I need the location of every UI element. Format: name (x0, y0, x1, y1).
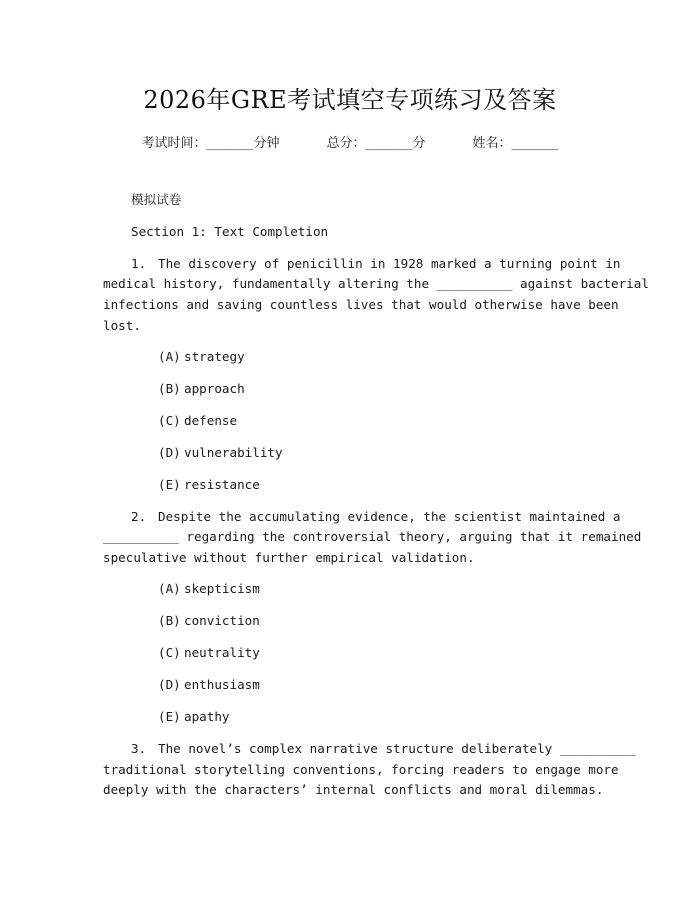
answer-option[interactable] (158, 579, 260, 599)
option-letter: (D) (158, 677, 181, 692)
question-text-line: lost. (103, 318, 141, 333)
name-label: 姓名： (472, 136, 512, 151)
option-text: approach (184, 381, 245, 396)
answer-option[interactable] (158, 643, 260, 663)
question-text-line: __________ regarding the controversial theory, arguing that it remained (103, 529, 642, 544)
question-number: 1. (131, 256, 147, 271)
option-text: resistance (184, 477, 260, 492)
question-text-line: speculative without further empirical validation. (103, 550, 475, 565)
question-number: 2. (131, 509, 147, 524)
score-blank: ______ (365, 136, 413, 151)
answer-option[interactable] (158, 379, 245, 399)
section-heading: Section 1: Text Completion (131, 224, 329, 239)
question-text-line: infections and saving countless lives that would otherwise have been (103, 297, 619, 312)
paper-label: 模拟试卷 (131, 192, 182, 207)
answer-option[interactable] (158, 675, 260, 695)
exam-meta (0, 132, 700, 151)
answer-option[interactable] (158, 443, 283, 463)
option-letter: (E) (158, 709, 181, 724)
option-letter: (B) (158, 613, 181, 628)
question-number: 3. (131, 741, 147, 756)
option-text: enthusiasm (184, 677, 260, 692)
time-blank: ______ (206, 136, 254, 151)
question-text-line: Despite the accumulating evidence, the scientist maintained a (158, 509, 621, 524)
answer-option[interactable] (158, 707, 230, 727)
time-unit: 分钟 (253, 136, 280, 151)
option-text: conviction (184, 613, 260, 628)
question-text-line: The novel’s complex narrative structure deliberately __________ (158, 741, 636, 756)
time-label: 考试时间： (141, 136, 207, 151)
option-text: vulnerability (184, 445, 283, 460)
option-letter: (C) (158, 413, 181, 428)
option-text: apathy (184, 709, 230, 724)
score-unit: 分 (412, 136, 426, 151)
question-text-line: medical history, fundamentally altering the __________ against bacterial (103, 276, 649, 291)
option-text: neutrality (184, 645, 260, 660)
option-letter: (D) (158, 445, 181, 460)
page-title: 2026年GRE考试填空专项练习及答案 (143, 86, 557, 114)
option-text: skepticism (184, 581, 260, 596)
option-text: strategy (184, 349, 245, 364)
question-text-line: traditional storytelling conventions, forcing readers to engage more (103, 762, 619, 777)
option-text: defense (184, 413, 238, 428)
score-label: 总分： (326, 136, 366, 151)
name-blank: ______ (511, 136, 559, 151)
option-letter: (A) (158, 349, 181, 364)
answer-option[interactable] (158, 611, 260, 631)
answer-option[interactable] (158, 411, 237, 431)
question-text-line: The discovery of penicillin in 1928 marked a turning point in (158, 256, 621, 271)
option-letter: (C) (158, 645, 181, 660)
option-letter: (B) (158, 381, 181, 396)
answer-option[interactable] (158, 347, 245, 367)
option-letter: (E) (158, 477, 181, 492)
answer-option[interactable] (158, 475, 260, 495)
option-letter: (A) (158, 581, 181, 596)
question-text-line: deeply with the characters’ internal conflicts and moral dilemmas. (103, 782, 604, 797)
